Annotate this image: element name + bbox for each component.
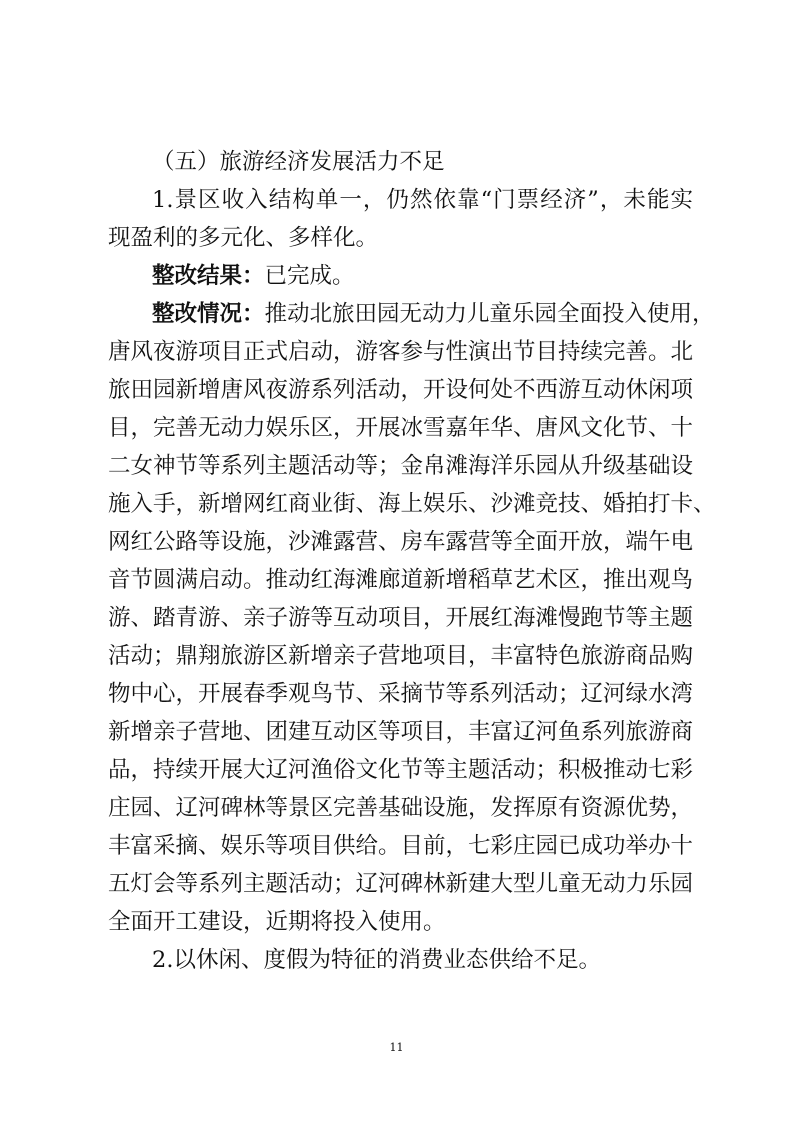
situation-line-10: 活动；鼎翔旅游区新增亲子营地项目，丰富特色旅游商品购 (108, 643, 694, 669)
situation-line-11: 物中心，开展春季观鸟节、采摘节等系列活动；辽河绿水湾 (108, 681, 694, 707)
situation-first-line-text: 推动北旅田园无动力儿童乐园全面投入使用， (264, 301, 715, 327)
rectification-situation-first-line (152, 298, 715, 330)
situation-line-14: 庄园、辽河碑林等景区完善基础设施，发挥原有资源优势， (108, 795, 694, 821)
situation-line-4: 目，完善无动力娱乐区，开展冰雪嘉年华、唐风文化节、十 (108, 415, 694, 441)
result-label: 整改结果： (152, 263, 265, 289)
situation-line-13: 品，持续开展大辽河渔俗文化节等主题活动；积极推动七彩 (108, 757, 694, 783)
situation-line-5: 二女神节等系列主题活动等；金帛滩海洋乐园从升级基础设 (108, 453, 694, 479)
situation-line-9: 游、踏青游、亲子游等互动项目，开展红海滩慢跑节等主题 (108, 605, 694, 631)
situation-line-17: 全面开工建设，近期将投入使用。 (108, 909, 446, 935)
section-heading: （五）旅游经济发展活力不足 (152, 149, 445, 175)
item-1-line-1: 1.景区收入结构单一，仍然依靠“门票经济”，未能实 (152, 187, 693, 213)
situation-line-12: 新增亲子营地、团建互动区等项目，丰富辽河鱼系列旅游商 (108, 719, 694, 745)
result-text: 已完成。 (264, 263, 355, 289)
rectification-result (152, 260, 693, 292)
item-2: 2.以休闲、度假为特征的消费业态供给不足。 (152, 947, 601, 973)
page-number: 11 (389, 1041, 404, 1054)
situation-line-16: 五灯会等系列主题活动；辽河碑林新建大型儿童无动力乐园 (108, 871, 694, 897)
situation-line-8: 音节圆满启动。推动红海滩廊道新增稻草艺术区，推出观鸟 (108, 567, 694, 593)
situation-line-7: 网红公路等设施，沙滩露营、房车露营等全面开放，端午电 (108, 529, 694, 555)
situation-line-2: 唐风夜游项目正式启动，游客参与性演出节目持续完善。北 (108, 339, 694, 365)
situation-line-15: 丰富采摘、娱乐等项目供给。目前，七彩庄园已成功举办十 (108, 833, 694, 859)
situation-label: 整改情况： (152, 301, 265, 327)
item-1-line-2: 现盈利的多元化、多样化。 (108, 225, 379, 251)
situation-line-6: 施入手，新增网红商业街、海上娱乐、沙滩竞技、婚拍打卡、 (108, 491, 716, 517)
situation-line-3: 旅田园新增唐风夜游系列活动，开设何处不西游互动休闲项 (108, 377, 694, 403)
